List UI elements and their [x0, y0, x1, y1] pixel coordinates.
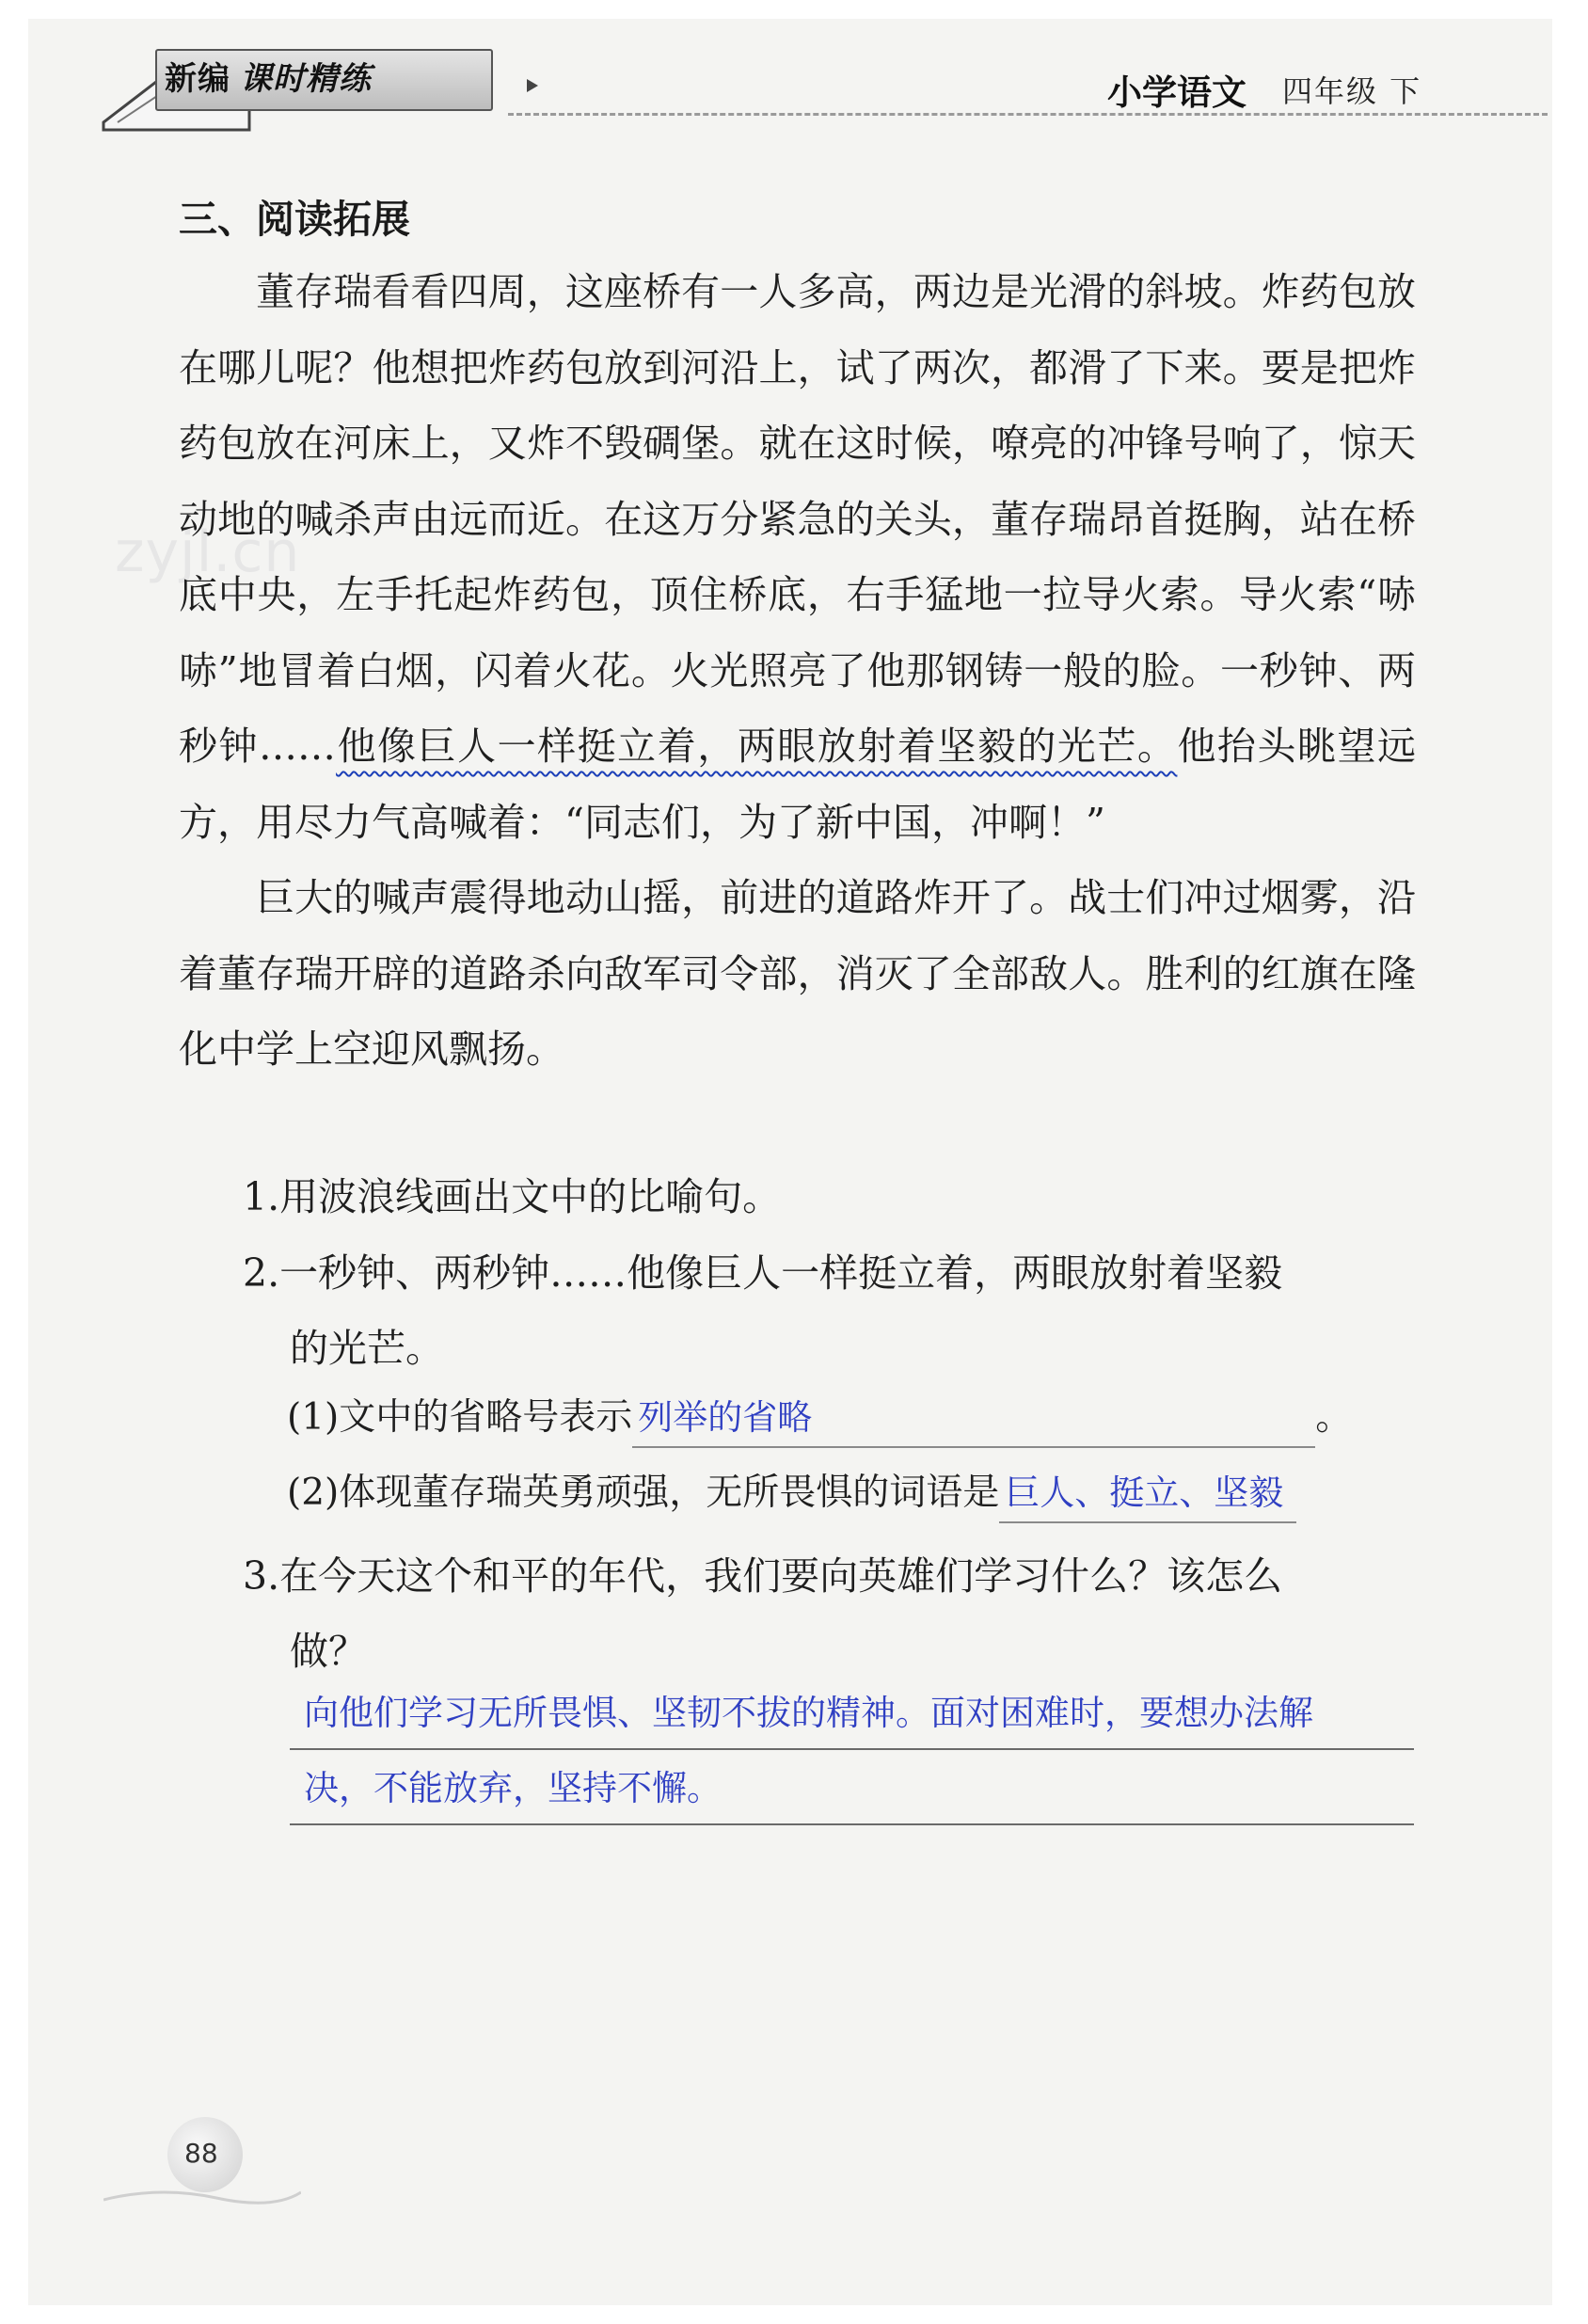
question-3-answer-text-1: 向他们学习无所畏惧、坚韧不拔的精神。面对困难时，要想办法解	[304, 1693, 1313, 1733]
subject-label: 小学语文	[1107, 72, 1247, 113]
question-2-part-2	[287, 1465, 1296, 1523]
part-2-answer: 巨人、挺立、坚毅	[1005, 1472, 1284, 1513]
passage-paragraph-1	[179, 254, 1416, 860]
section-title: 三、阅读拓展	[179, 197, 410, 242]
passage-text: 董存瑞看看四周，这座桥有一人多高，两边是光滑的斜坡。炸药包放在哪儿呢？他想把炸药包放到河沿上，试了两次，都滑了下来。要是把炸药包放在河床上，又炸不毁碉堡。就在这时候，嘹亮的冲锋号响了，惊天动地的喊杀声由远而近。在这万分紧急的关头，董存瑞昂首挺胸，站在桥底中央，左手托起炸药包，顶住桥底，右手猛地一拉导火索。导火索“哧哧”地冒着白烟，闪着火花。火光照亮了他那钢铸一般的脸。一秒钟、两秒钟……	[179, 269, 1416, 769]
question-2	[243, 1235, 1419, 1386]
brand-part1: 新编	[165, 60, 230, 98]
swoosh-decoration-icon	[103, 2181, 301, 2209]
question-3-answer-text-2: 决，不能放弃，坚持不懈。	[304, 1768, 722, 1808]
part-2-prompt: (2)体现董存瑞英勇顽强，无所畏惧的词语是	[287, 1472, 1000, 1514]
part-1-answer: 列举的省略	[638, 1397, 813, 1438]
part-1-end: 。	[1315, 1396, 1353, 1439]
question-3-answer-line-1[interactable]	[290, 1675, 1414, 1750]
header-arrow-icon	[527, 79, 538, 92]
part-1-answer-blank[interactable]	[632, 1390, 1315, 1448]
part-2-answer-blank[interactable]	[999, 1465, 1296, 1523]
reading-passage	[179, 254, 1416, 1088]
brand-part2: 课时精练	[240, 60, 372, 98]
question-2-line1: 2.一秒钟、两秒钟……他像巨人一样挺立着，两眼放射着坚毅	[243, 1250, 1283, 1296]
question-2-part-1	[287, 1390, 1352, 1448]
page-number: 88	[184, 2138, 218, 2169]
metaphor-sentence-underlined: 他像巨人一样挺立着，两眼放射着坚毅的光芒。	[336, 724, 1178, 769]
grade-label: 四年级 下	[1282, 73, 1422, 109]
part-1-prompt: (1)文中的省略号表示	[287, 1396, 633, 1439]
question-3-answer-line-2[interactable]	[290, 1750, 1414, 1825]
watermark: zyjl.cn	[115, 519, 301, 585]
question-3-line2: 做？	[290, 1629, 367, 1674]
passage-paragraph-2: 巨大的喊声震得地动山摇，前进的道路炸开了。战士们冲过烟雾，沿着董存瑞开辟的道路杀向敌军司令部，消灭了全部敌人。胜利的红旗在隆化中学上空迎风飘扬。	[179, 875, 1416, 1072]
question-1: 1.用波浪线画出文中的比喻句。	[243, 1174, 782, 1219]
question-2-line2: 的光芒。	[290, 1326, 444, 1371]
passage-text: 他抬头眺望远方，用尽力气高喊着：“同志们，为了新中国，冲啊！”	[179, 724, 1417, 845]
brand-title	[165, 53, 372, 99]
header-divider	[508, 113, 1548, 116]
question-3	[243, 1538, 1419, 1689]
question-3-line1: 3.在今天这个和平的年代，我们要向英雄们学习什么？该怎么	[243, 1553, 1283, 1599]
